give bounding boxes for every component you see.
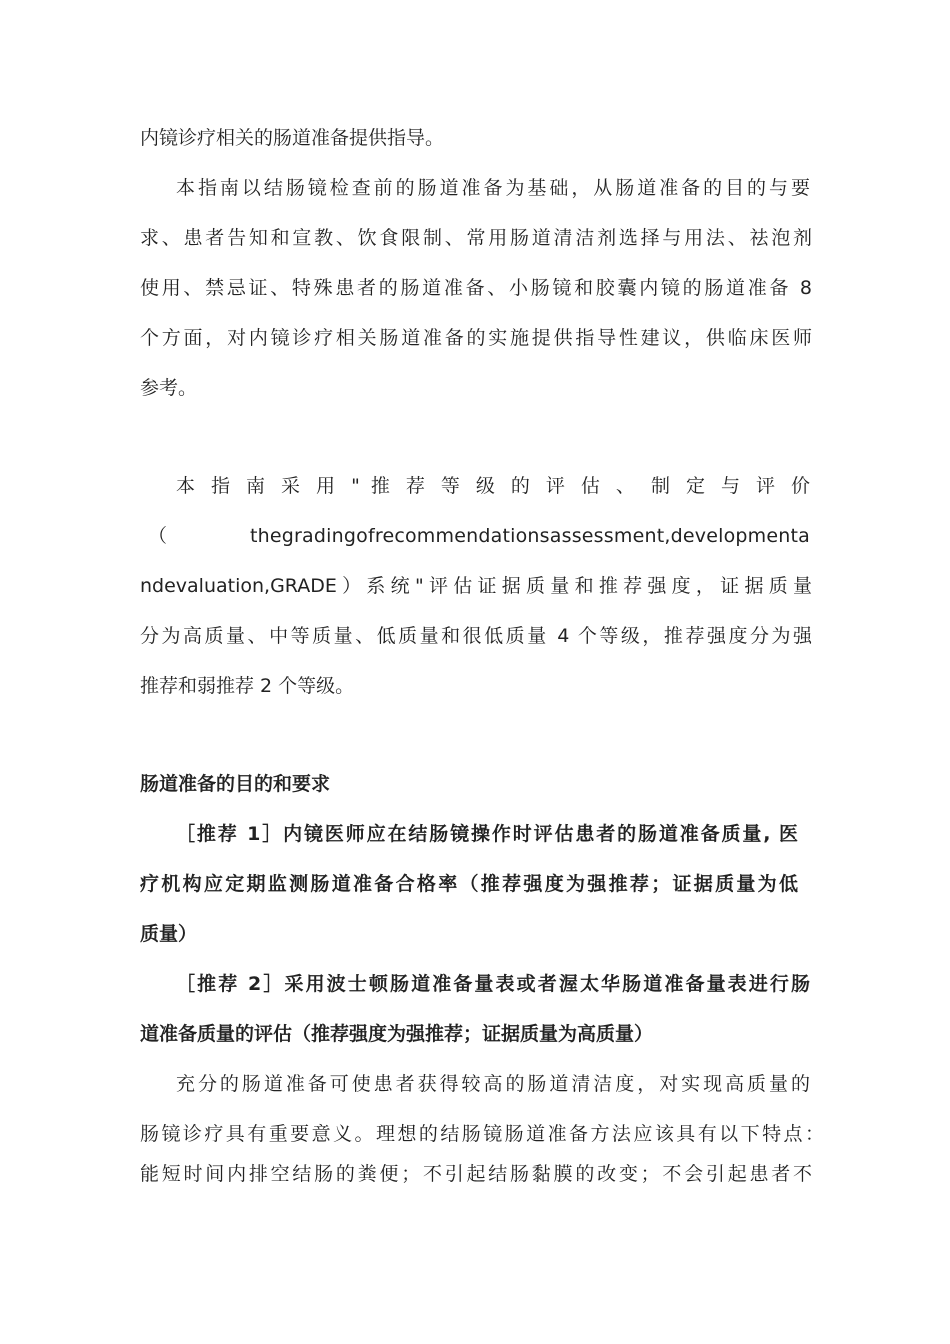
grade-paragraph-line-3: ndevaluation,GRADE）系统"评估证据质量和推荐强度，证据质量 [140,575,812,597]
scope-paragraph-line-5: 参考。 [140,377,198,399]
scope-paragraph-line-2: 求、患者告知和宣教、饮食限制、常用肠道清洁剂选择与用法、祛泡剂 [140,227,812,249]
section-heading: 肠道准备的目的和要求 [140,773,331,795]
recommendation-1-line-2: 疗机构应定期监测肠道准备合格率（推荐强度为强推荐；证据质量为低 [140,873,798,895]
recommendation-1-line-3: 质量） [140,923,198,945]
scope-paragraph-line-1: 本指南以结肠镜检查前的肠道准备为基础，从肠道准备的目的与要 [176,177,810,199]
grade-paragraph-line-2: （thegradingofrecommendationsassessment,developmenta [148,525,810,547]
grade-paragraph-line-5: 推荐和弱推荐 2 个等级。 [140,675,355,697]
scope-paragraph-line-3: 使用、禁忌证、特殊患者的肠道准备、小肠镜和胶囊内镜的肠道准备 8 [140,277,812,299]
recommendation-2-line-1: ［推荐 2］采用波士顿肠道准备量表或者渥太华肠道准备量表进行肠 [176,973,810,995]
grade-paragraph-line-4: 分为高质量、中等质量、低质量和很低质量 4 个等级，推荐强度分为强 [140,625,812,647]
scope-paragraph-line-4: 个方面，对内镜诊疗相关肠道准备的实施提供指导性建议，供临床医师 [140,327,812,349]
adequate-paragraph-line-2: 肠镜诊疗具有重要意义。理想的结肠镜肠道准备方法应该具有以下特点： [140,1123,824,1145]
recommendation-2-line-2: 道准备质量的评估（推荐强度为强推荐；证据质量为高质量） [140,1023,654,1045]
adequate-paragraph-line-1: 充分的肠道准备可使患者获得较高的肠道清洁度，对实现高质量的 [176,1073,810,1095]
adequate-paragraph-line-3: 能短时间内排空结肠的粪便；不引起结肠黏膜的改变；不会引起患者不 [140,1163,812,1185]
grade-paragraph-line-1: 本 指 南 采 用 " 推 荐 等 级 的 评 估 、 制 定 与 评 价 [176,475,810,497]
recommendation-1-line-1: ［推荐 1］内镜医师应在结肠镜操作时评估患者的肠道准备质量, 医 [176,823,798,845]
intro-tail-text: 内镜诊疗相关的肠道准备提供指导。 [140,127,445,149]
